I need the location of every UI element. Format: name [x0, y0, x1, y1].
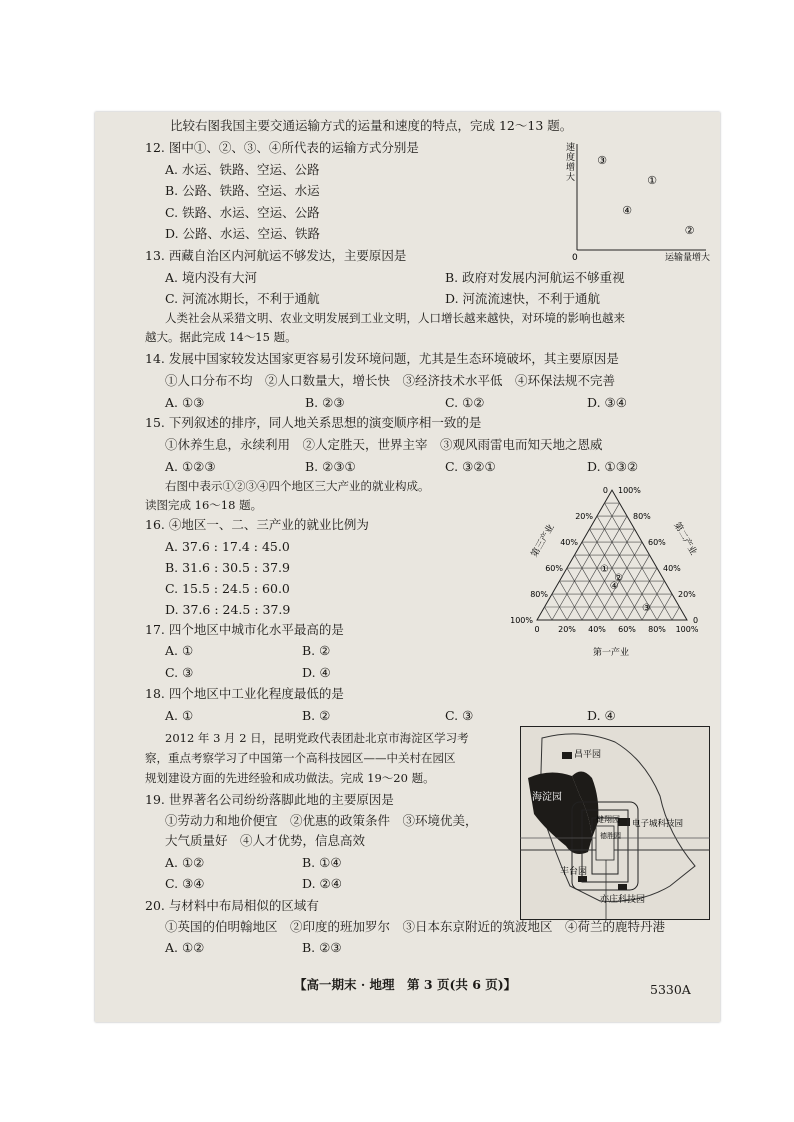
q19-option-c[interactable]: C. ③④: [165, 876, 205, 891]
transport-point-4: ②: [684, 224, 695, 237]
changping-park-label: 昌平园: [574, 750, 602, 760]
tick-secondary: 100%: [618, 486, 641, 496]
q13-option-a[interactable]: A. 境内没有大河: [165, 270, 257, 285]
intro-19-20-line2: 察，重点考察学习了中国第一个高科技园区——中关村在园区: [145, 751, 456, 765]
q16-stem: 16. ④地区一、二、三产业的就业比例为: [145, 517, 369, 532]
fengtai-park-label: 丰台园: [560, 867, 588, 877]
q19-stem: 19. 世界著名公司纷纷落脚此地的主要原因是: [145, 792, 394, 807]
ternary-points: [600, 564, 651, 614]
transport-point-2: ①: [647, 174, 657, 187]
grid-line-tertiary: [545, 607, 553, 620]
ternary-bottom-label: 第一产业: [592, 648, 630, 658]
q17-option-d[interactable]: D. ④: [302, 665, 331, 680]
tick-secondary: 80%: [633, 512, 651, 522]
ternary-right-label: 第二产业: [671, 520, 699, 558]
tick-secondary: 0: [693, 616, 699, 625]
q15-stem: 15. 下列叙述的排序，同人地关系思想的演变顺序相一致的是: [145, 415, 482, 430]
q15-items: ①休养生息，永续利用 ②人定胜天，世界主宰 ③观风雨雷电而知天地之恩威: [165, 437, 603, 452]
transport-chart: [560, 140, 712, 264]
q19-items-line1: ①劳动力和地价便宜 ②优惠的政策条件 ③环境优美，: [165, 813, 478, 828]
x-axis-label: 运输量增大: [664, 253, 710, 263]
q19-option-b[interactable]: B. ①④: [302, 855, 342, 870]
q15-option-c[interactable]: C. ③②①: [445, 459, 496, 474]
ternary-left-label: 第三产业: [529, 522, 557, 560]
tick-primary: 100%: [675, 625, 699, 634]
q18-option-a[interactable]: A. ①: [165, 708, 194, 723]
tick-primary: 60%: [618, 625, 636, 634]
q14-option-a[interactable]: A. ①③: [165, 395, 205, 410]
q16-option-d[interactable]: D. 37.6 : 24.5 : 37.9: [165, 602, 291, 617]
tick-secondary: 20%: [678, 590, 696, 600]
q18-option-c[interactable]: C. ③: [445, 708, 474, 723]
q13-stem: 13. 西藏自治区内河航运不够发达，主要原因是: [145, 248, 407, 263]
grid-line-primary: [642, 581, 665, 620]
ternary-tick-labels: [510, 486, 699, 634]
tick-tertiary: 20%: [575, 512, 593, 522]
q18-option-d[interactable]: D. ④: [587, 708, 616, 723]
zhongguancun-map: [520, 726, 710, 921]
q12-option-a[interactable]: A. 水运、铁路、空运、公路: [165, 162, 320, 177]
tick-tertiary: 40%: [560, 538, 578, 548]
yizhuang-park-label: 亦庄科技园: [600, 895, 646, 905]
tick-tertiary: 0: [602, 486, 608, 496]
q14-option-c[interactable]: C. ①②: [445, 395, 485, 410]
q20-stem: 20. 与材料中布局相似的区域有: [145, 898, 319, 913]
ternary-point-2: ②: [614, 573, 624, 585]
q14-option-b[interactable]: B. ②③: [305, 395, 345, 410]
haidian-park-label: 海淀园: [532, 792, 562, 803]
q12-option-d[interactable]: D. 公路、水运、空运、铁路: [165, 226, 321, 241]
q17-option-b[interactable]: B. ②: [302, 643, 331, 658]
intro-16-18-line1: 右图中表示①②③④四个地区三大产业的就业构成。: [165, 479, 430, 493]
tick-tertiary: 60%: [545, 564, 563, 574]
q15-option-d[interactable]: D. ①③②: [587, 459, 639, 474]
jianxiang-park-label: 健翔园: [596, 815, 620, 824]
q19-option-d[interactable]: D. ②④: [302, 876, 342, 891]
q18-option-b[interactable]: B. ②: [302, 708, 331, 723]
desheng-park-label: 德胜园: [600, 832, 621, 840]
q19-option-a[interactable]: A. ①②: [165, 855, 205, 870]
q15-option-b[interactable]: B. ②③①: [305, 459, 356, 474]
transport-point-3: ④: [622, 204, 632, 217]
paper-code: 5330A: [650, 982, 691, 997]
intro-19-20-line3: 规划建设方面的先进经验和成功做法。完成 19～20 题。: [145, 771, 435, 785]
tick-tertiary: 80%: [530, 590, 548, 600]
intro-16-18-line2: 读图完成 16～18 题。: [145, 498, 263, 512]
ternary-point-1: ①: [600, 564, 609, 576]
q16-option-c[interactable]: C. 15.5 : 24.5 : 60.0: [165, 581, 290, 596]
q12-stem: 12. 图中①、②、③、④所代表的运输方式分别是: [145, 140, 419, 155]
intro-19-20-line1: 2012 年 3 月 2 日，昆明党政代表团赴北京市海淀区学习考: [165, 731, 469, 745]
tick-secondary: 60%: [648, 538, 666, 548]
q12-option-b[interactable]: B. 公路、铁路、空运、水运: [165, 183, 320, 198]
grid-line-tertiary: [560, 581, 583, 620]
q17-stem: 17. 四个地区中城市化水平最高的是: [145, 622, 344, 637]
q17-option-c[interactable]: C. ③: [165, 665, 194, 680]
q12-option-c[interactable]: C. 铁路、水运、空运、公路: [165, 205, 320, 220]
q20-option-a[interactable]: A. ①②: [165, 940, 205, 955]
y-axis-label: 速度增大: [566, 143, 576, 183]
ternary-point-3: ④: [609, 580, 619, 592]
electronic-city-park-label: 电子城科技园: [632, 819, 684, 829]
tick-primary: 20%: [558, 625, 576, 634]
tick-tertiary: 100%: [510, 616, 533, 625]
intro-12-13: 比较右图我国主要交通运输方式的运量和速度的特点，完成 12～13 题。: [170, 118, 573, 133]
ternary-grid: [537, 490, 687, 620]
q16-option-b[interactable]: B. 31.6 : 30.5 : 37.9: [165, 560, 290, 575]
q15-option-a[interactable]: A. ①②③: [165, 459, 216, 474]
intro-14-15-line1: 人类社会从采猎文明、农业文明发展到工业文明，人口增长越来越快，对环境的影响也越来: [165, 311, 625, 325]
q16-option-a[interactable]: A. 37.6 : 17.4 : 45.0: [165, 539, 290, 554]
q19-items-line2: 大气质量好 ④人才优势，信息高效: [165, 833, 366, 848]
q14-option-d[interactable]: D. ③④: [587, 395, 627, 410]
tick-secondary: 40%: [663, 564, 681, 574]
q13-option-c[interactable]: C. 河流冰期长，不利于通航: [165, 291, 320, 306]
q13-option-b[interactable]: B. 政府对发展内河航运不够重视: [445, 270, 625, 285]
q18-stem: 18. 四个地区中工业化程度最低的是: [145, 686, 344, 701]
q17-option-a[interactable]: A. ①: [165, 643, 194, 658]
tick-primary: 40%: [588, 625, 606, 634]
q20-items: ①英国的伯明翰地区 ②印度的班加罗尔 ③日本东京附近的筑波地区 ④荷兰的鹿特丹港: [165, 919, 666, 934]
q13-option-d[interactable]: D. 河流流速快，不利于通航: [445, 291, 601, 306]
tick-primary: 80%: [648, 625, 666, 634]
q20-option-b[interactable]: B. ②③: [302, 940, 342, 955]
intro-14-15-line2: 越大。据此完成 14～15 题。: [145, 330, 297, 344]
ternary-chart: [505, 480, 717, 658]
q14-stem: 14. 发展中国家较发达国家更容易引发环境问题，尤其是生态环境破坏，其主要原因是: [145, 351, 619, 366]
q14-items: ①人口分布不均 ②人口数量大，增长快 ③经济技术水平低 ④环保法规不完善: [165, 373, 616, 388]
transport-point-1: ③: [597, 154, 607, 167]
tick-primary: 0: [534, 625, 540, 634]
page-footer: 【高一期末 · 地理 第 3 页(共 6 页)】: [294, 977, 517, 992]
grid-line-primary: [672, 607, 680, 620]
ternary-point-4: ③: [642, 603, 651, 615]
origin-label: 0: [572, 253, 578, 263]
